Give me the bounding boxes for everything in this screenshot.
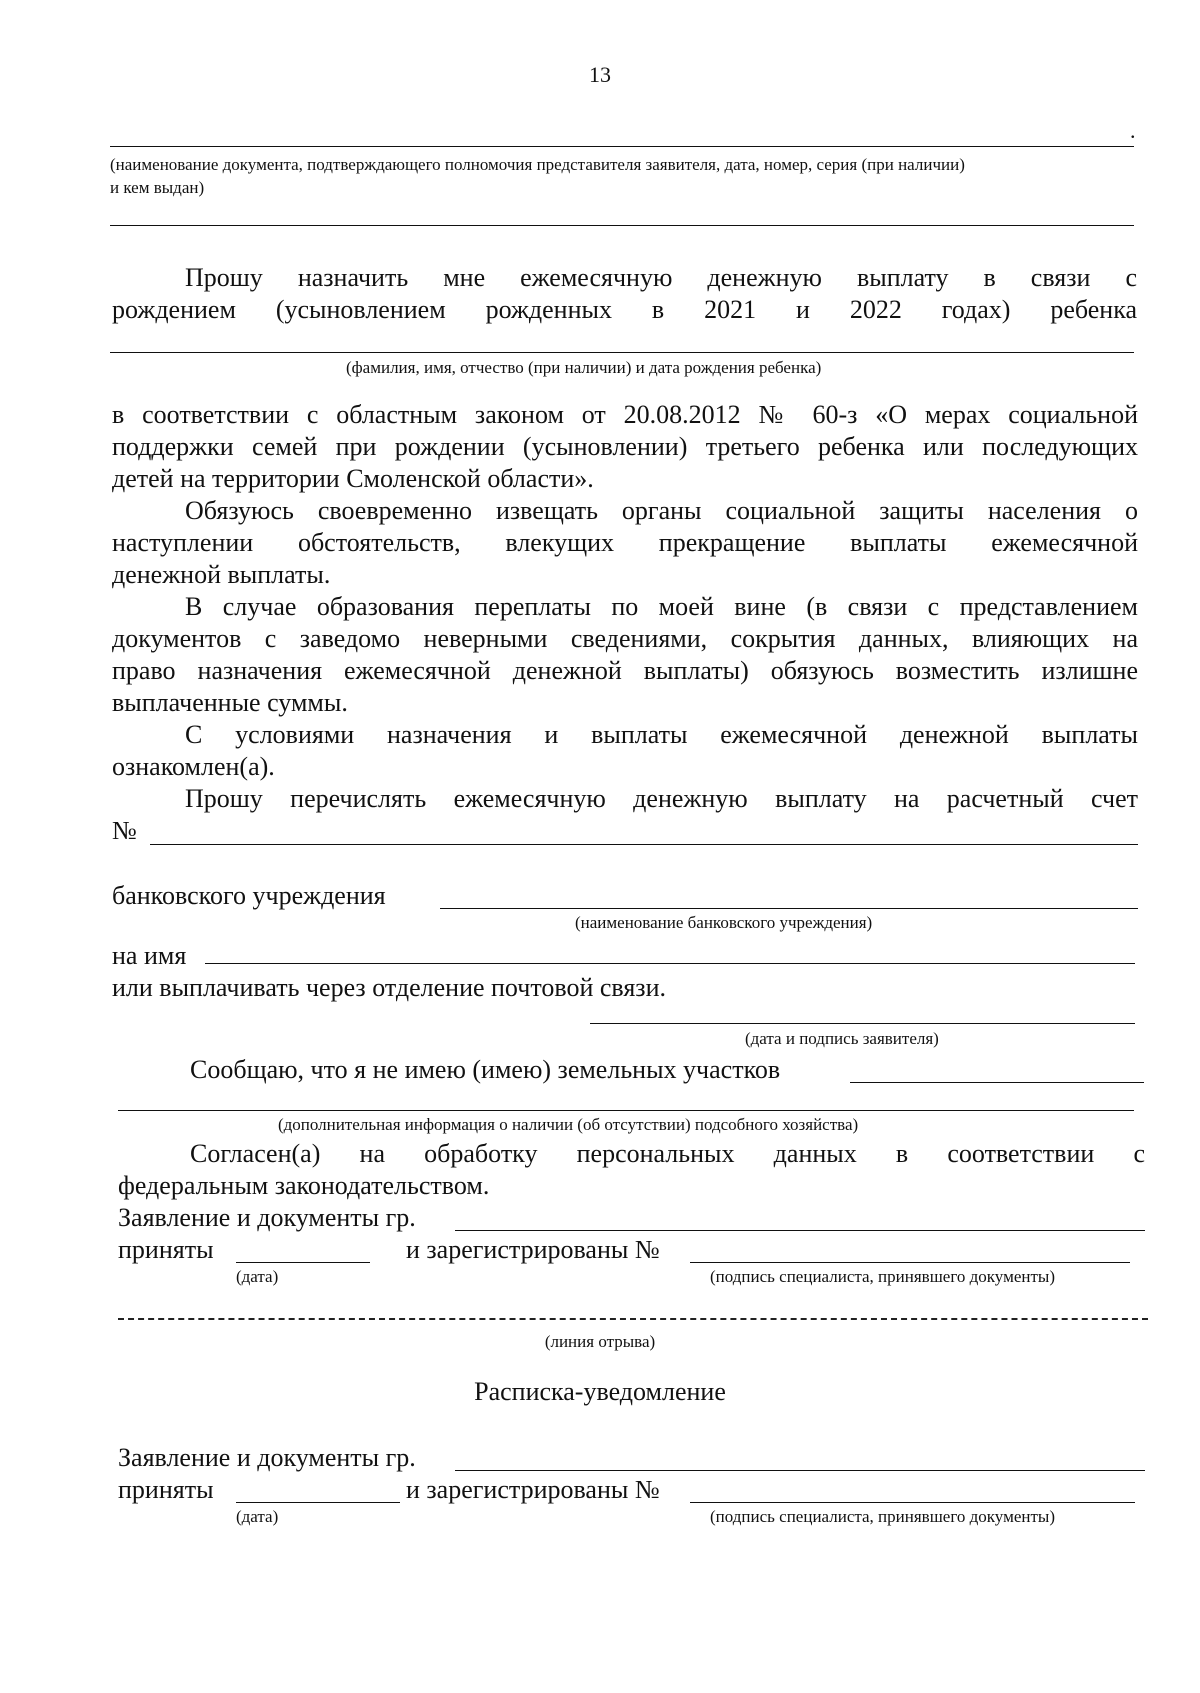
representative-document-caption: (наименование документа, подтверждающего полномочия представителя заявителя, дата, номер, серия (при наличии): [110, 155, 965, 174]
land-text: Сообщаю, что я не имею (имею) земельных участков: [190, 1055, 781, 1084]
representative-extra-line[interactable]: [110, 225, 1134, 226]
receipt-title: Расписка-уведомление: [474, 1377, 726, 1406]
applicant-signature-field[interactable]: [590, 1023, 1135, 1024]
law-text-line-3: детей на территории Смоленской области».: [112, 464, 594, 493]
conditions-text-line-2: ознакомлен(а).: [112, 752, 275, 781]
conditions-text-line-1: С условиями назначения и выплаты ежемесячной денежной выплаты: [185, 720, 1138, 749]
receipt-accepted-date-field[interactable]: [236, 1502, 400, 1503]
accepted-label: приняты: [118, 1235, 214, 1264]
farm-info-field[interactable]: [118, 1110, 1134, 1111]
account-holder-field[interactable]: [205, 963, 1135, 964]
applicant-signature-caption: (дата и подпись заявителя): [745, 1029, 939, 1048]
farm-info-caption: (дополнительная информация о наличии (об отсутствии) подсобного хозяйства): [278, 1115, 859, 1134]
overpay-text-line-3: право назначения ежемесячной денежной выплаты) обязуюсь возместить излишне: [112, 656, 1138, 685]
receipt-accepted-label: приняты: [118, 1475, 214, 1504]
tear-line-caption: (линия отрыва): [544, 1332, 656, 1351]
oblige-text-line-3: денежной выплаты.: [112, 560, 331, 589]
consent-text-line-2: федеральным законодательством.: [118, 1171, 490, 1200]
land-info-field[interactable]: [850, 1082, 1144, 1083]
bank-label: банковского учреждения: [112, 881, 386, 910]
post-office-text: или выплачивать через отделение почтовой связи.: [112, 973, 666, 1002]
top-dot: .: [1130, 118, 1136, 143]
oblige-text-line-1: Обязуюсь своевременно извещать органы социальной защиты населения о: [185, 496, 1138, 525]
request-text-line-2: рождением (усыновлением рожденных в 2021 и 2022 годах) ребенка: [112, 295, 1137, 324]
consent-text-line-1: Согласен(а) на обработку персональных данных в соответствии с: [190, 1139, 1145, 1168]
name-label: на имя: [112, 941, 187, 970]
docs-label: Заявление и документы гр.: [118, 1203, 416, 1232]
receipt-registered-label: и зарегистрированы №: [406, 1475, 660, 1504]
page-number: 13: [589, 62, 611, 87]
registration-number-field[interactable]: [690, 1262, 1130, 1263]
bank-name-field[interactable]: [440, 908, 1138, 909]
transfer-text-line: Прошу перечислять ежемесячную денежную выплату на расчетный счет: [185, 784, 1138, 813]
law-text-line-2: поддержки семей при рождении (усыновлении) третьего ребенка или последующих: [112, 432, 1138, 461]
representative-document-line[interactable]: [110, 146, 1134, 147]
child-name-caption: (фамилия, имя, отчество (при наличии) и дата рождения ребенка): [346, 358, 822, 377]
overpay-text-line-2: документов с заведомо неверными сведениями, сокрытия данных, влияющих на: [112, 624, 1138, 653]
bank-name-caption: (наименование банковского учреждения): [575, 913, 873, 932]
account-number-field[interactable]: [150, 844, 1138, 845]
accepted-date-field[interactable]: [236, 1262, 370, 1263]
receipt-applicant-name-field[interactable]: [455, 1470, 1145, 1471]
oblige-text-line-2: наступлении обстоятельств, влекущих прекращение выплаты ежемесячной: [112, 528, 1138, 557]
representative-document-caption-2: и кем выдан): [110, 178, 205, 197]
request-text-line-1: Прошу назначить мне ежемесячную денежную выплату в связи с: [185, 263, 1137, 292]
overpay-text-line-1: В случае образования переплаты по моей вине (в связи с представлением: [185, 592, 1138, 621]
receipt-specialist-caption: (подпись специалиста, принявшего документы): [710, 1507, 1055, 1526]
child-name-line[interactable]: [110, 352, 1134, 353]
overpay-text-line-4: выплаченные суммы.: [112, 688, 348, 717]
tear-line: [118, 1318, 1148, 1320]
account-number-sign: №: [112, 816, 137, 845]
registered-label: и зарегистрированы №: [406, 1235, 660, 1264]
applicant-name-field[interactable]: [455, 1230, 1145, 1231]
date-caption: (дата): [236, 1267, 279, 1286]
receipt-registration-number-field[interactable]: [690, 1502, 1135, 1503]
receipt-docs-label: Заявление и документы гр.: [118, 1443, 416, 1472]
receipt-date-caption: (дата): [236, 1507, 279, 1526]
specialist-caption: (подпись специалиста, принявшего документы): [710, 1267, 1055, 1286]
law-text-line-1: в соответствии с областным законом от 20.08.2012 № 60-з «О мерах социальной: [112, 400, 1138, 429]
